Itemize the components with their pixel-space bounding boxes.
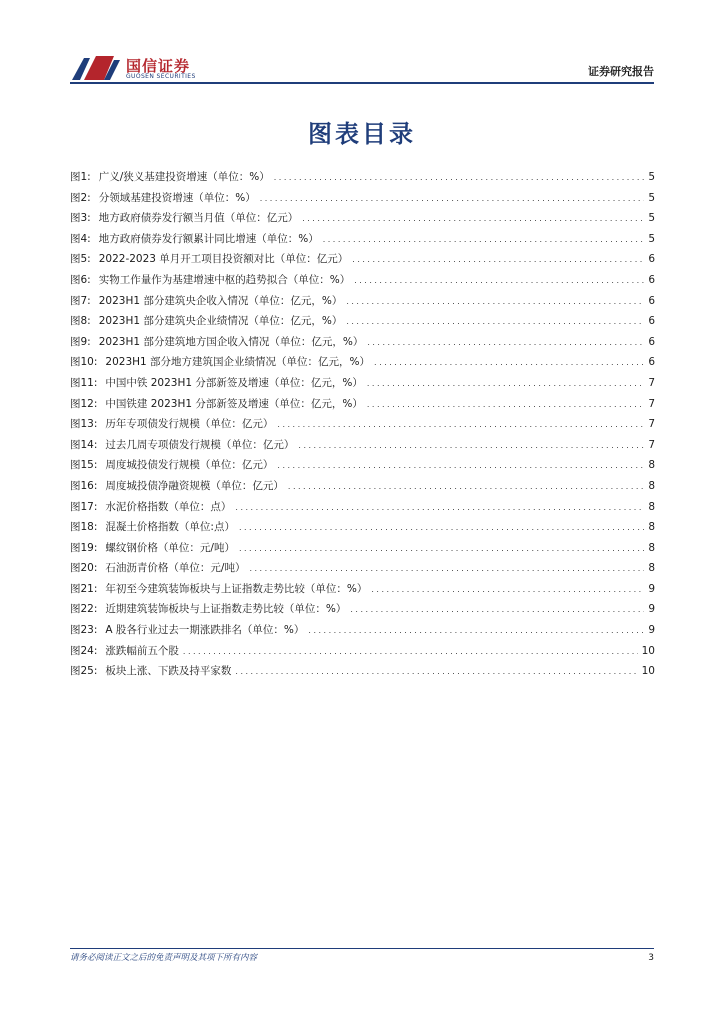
toc-entry-label: 图9: bbox=[70, 335, 91, 348]
toc-entry[interactable] bbox=[70, 416, 655, 437]
toc-entry-title: 周度城投债发行规模（单位：亿元） bbox=[105, 459, 274, 472]
toc-entry-page: 5 bbox=[648, 232, 655, 245]
toc-entry-title: 广义/狭义基建投资增速（单位：%） bbox=[98, 171, 270, 183]
toc-entry[interactable] bbox=[70, 375, 655, 396]
toc-entry-label: 图21: bbox=[70, 582, 98, 595]
toc-entry-title: 过去几周专项债发行规模（单位：亿元） bbox=[105, 438, 295, 451]
toc-entry-page: 8 bbox=[648, 521, 655, 534]
toc-entry[interactable] bbox=[70, 643, 655, 664]
toc-entry-label: 图2: bbox=[70, 191, 91, 204]
toc-dot-leader bbox=[323, 235, 645, 244]
toc-entry-page: 8 bbox=[648, 459, 655, 472]
toc-entry-label: 图17: bbox=[70, 500, 98, 513]
toc-entry[interactable] bbox=[70, 437, 655, 458]
toc-entry-label: 图4: bbox=[70, 232, 91, 245]
toc-entry-page: 7 bbox=[648, 418, 655, 431]
toc-entry-title: 年初至今建筑装饰板块与上证指数走势比较（单位：%） bbox=[105, 582, 368, 595]
toc-entry[interactable] bbox=[70, 560, 655, 581]
toc-entry[interactable] bbox=[70, 169, 655, 190]
page-title: 图表目录 bbox=[308, 120, 416, 148]
toc-entry-label: 图6: bbox=[70, 273, 91, 286]
toc-entry-title: 历年专项债发行规模（单位：亿元） bbox=[105, 418, 274, 431]
report-type-label: 证券研究报告 bbox=[588, 65, 654, 78]
toc-entry-title: 2023H1 部分建筑央企业绩情况（单位：亿元，%） bbox=[98, 315, 343, 328]
toc-dot-leader bbox=[346, 297, 644, 306]
toc-entry-label: 图16: bbox=[70, 479, 98, 492]
toc-dot-leader bbox=[277, 461, 644, 470]
toc-entry[interactable] bbox=[70, 457, 655, 478]
toc-entry-page: 9 bbox=[648, 603, 655, 616]
toc-entry[interactable] bbox=[70, 396, 655, 417]
toc-entry-label: 图20: bbox=[70, 562, 98, 575]
toc-entry-title: 中国铁建 2023H1 分部新签及增速（单位：亿元，%） bbox=[105, 397, 363, 410]
toc-entry[interactable] bbox=[70, 334, 655, 355]
toc-dot-leader bbox=[367, 400, 644, 409]
toc-entry-label: 图8: bbox=[70, 315, 91, 328]
toc-entry[interactable] bbox=[70, 272, 655, 293]
toc-dot-leader bbox=[367, 338, 644, 347]
toc-entry-label: 图15: bbox=[70, 459, 98, 472]
toc-entry-page: 8 bbox=[648, 562, 655, 575]
toc-entry[interactable] bbox=[70, 231, 655, 252]
toc-entry[interactable] bbox=[70, 622, 655, 643]
toc-dot-leader bbox=[183, 647, 638, 656]
toc-entry[interactable] bbox=[70, 313, 655, 334]
toc-entry-label: 图11: bbox=[70, 376, 98, 389]
header-divider bbox=[70, 82, 654, 84]
toc-entry[interactable] bbox=[70, 499, 655, 520]
toc-entry-page: 7 bbox=[648, 376, 655, 389]
toc-dot-leader bbox=[308, 626, 644, 635]
logo-text-en: GUOSEN SECURITIES bbox=[126, 73, 196, 80]
toc-entry-title: 混凝土价格指数（单位:点） bbox=[105, 521, 235, 534]
toc-entry-title: 板块上涨、下跌及持平家数 bbox=[105, 665, 232, 678]
toc-entry-title: 2023H1 部分建筑地方国企收入情况（单位：亿元，%） bbox=[98, 335, 364, 348]
toc-entry-title: 2023H1 部分地方建筑国企业绩情况（单位：亿元，%） bbox=[105, 356, 371, 369]
toc-dot-leader bbox=[277, 420, 644, 429]
toc-entry-title: 地方政府债券发行额当月值（单位：亿元） bbox=[98, 212, 299, 225]
toc-entry-title: 实物工作量作为基建增速中枢的趋势拟合（单位：%） bbox=[98, 273, 351, 286]
toc-entry[interactable] bbox=[70, 581, 655, 602]
toc-entry-title: 水泥价格指数（单位：点） bbox=[105, 500, 232, 513]
toc-entry-page: 10 bbox=[641, 665, 655, 678]
toc-entry-label: 图24: bbox=[70, 644, 98, 657]
toc-entry-page: 7 bbox=[648, 397, 655, 410]
toc-dot-leader bbox=[367, 379, 644, 388]
toc-entry[interactable] bbox=[70, 354, 655, 375]
toc-entry-page: 8 bbox=[648, 479, 655, 492]
toc-entry-title: 石油沥青价格（单位：元/吨） bbox=[105, 562, 246, 575]
toc-entry-label: 图7: bbox=[70, 294, 91, 307]
footer-divider bbox=[70, 948, 654, 949]
toc-entry-page: 5 bbox=[648, 171, 655, 183]
toc-entry-label: 图13: bbox=[70, 418, 98, 431]
figure-list bbox=[70, 169, 655, 684]
page-header bbox=[0, 0, 724, 90]
toc-entry-page: 8 bbox=[648, 500, 655, 513]
toc-entry-title: 近期建筑装饰板块与上证指数走势比较（单位：%） bbox=[105, 603, 347, 616]
toc-entry-page: 5 bbox=[648, 191, 655, 204]
page-number: 3 bbox=[648, 953, 654, 963]
logo-text-cn: 国信证券 bbox=[126, 57, 191, 75]
toc-dot-leader bbox=[302, 214, 644, 223]
toc-dot-leader bbox=[374, 358, 644, 367]
toc-entry-label: 图5: bbox=[70, 253, 91, 266]
toc-entry[interactable] bbox=[70, 210, 655, 231]
toc-entry-title: 2022-2023 单月开工项目投资额对比（单位：亿元） bbox=[98, 253, 349, 266]
toc-entry-page: 6 bbox=[648, 273, 655, 286]
toc-dot-leader bbox=[260, 194, 645, 203]
toc-entry-page: 7 bbox=[648, 438, 655, 451]
guosen-logo-mark-icon bbox=[70, 52, 122, 84]
toc-entry-label: 图25: bbox=[70, 665, 98, 678]
toc-entry-label: 图14: bbox=[70, 438, 98, 451]
toc-entry-page: 6 bbox=[648, 315, 655, 328]
toc-entry-label: 图3: bbox=[70, 212, 91, 225]
toc-entry[interactable] bbox=[70, 601, 655, 622]
toc-entry-page: 5 bbox=[648, 212, 655, 225]
toc-entry-label: 图12: bbox=[70, 397, 98, 410]
toc-entry-page: 10 bbox=[641, 644, 655, 657]
toc-entry-page: 8 bbox=[648, 541, 655, 554]
toc-entry-label: 图23: bbox=[70, 624, 98, 637]
toc-entry-label: 图22: bbox=[70, 603, 98, 616]
toc-entry[interactable] bbox=[70, 663, 655, 684]
toc-entry[interactable] bbox=[70, 478, 655, 499]
toc-entry[interactable] bbox=[70, 190, 655, 211]
toc-entry-page: 6 bbox=[648, 253, 655, 266]
toc-entry-page: 6 bbox=[648, 294, 655, 307]
toc-entry-label: 图19: bbox=[70, 541, 98, 554]
disclaimer-text: 请务必阅读正文之后的免责声明及其项下所有内容 bbox=[70, 953, 258, 963]
toc-entry-page: 9 bbox=[648, 624, 655, 637]
toc-entry[interactable] bbox=[70, 519, 655, 540]
toc-dot-leader bbox=[235, 667, 637, 676]
toc-dot-leader bbox=[239, 523, 644, 532]
toc-dot-leader bbox=[249, 564, 644, 573]
toc-entry-title: 周度城投债净融资规模（单位：亿元） bbox=[105, 479, 284, 492]
toc-dot-leader bbox=[274, 173, 645, 182]
toc-dot-leader bbox=[350, 605, 644, 614]
toc-entry-label: 图10: bbox=[70, 356, 98, 369]
toc-entry-title: 螺纹钢价格（单位：元/吨） bbox=[105, 541, 235, 554]
toc-entry[interactable] bbox=[70, 251, 655, 272]
toc-entry-title: 2023H1 部分建筑央企收入情况（单位：亿元，%） bbox=[98, 294, 343, 307]
toc-entry-page: 6 bbox=[648, 335, 655, 348]
toc-dot-leader bbox=[354, 276, 644, 285]
toc-dot-leader bbox=[352, 255, 644, 264]
toc-entry-label: 图1: bbox=[70, 171, 91, 183]
toc-dot-leader bbox=[371, 585, 644, 594]
toc-entry[interactable] bbox=[70, 293, 655, 314]
toc-entry-label: 图18: bbox=[70, 521, 98, 534]
toc-dot-leader bbox=[288, 482, 644, 491]
toc-entry-page: 9 bbox=[648, 582, 655, 595]
guosen-logo bbox=[70, 52, 210, 84]
toc-entry-title: 地方政府债券发行额累计同比增速（单位：%） bbox=[98, 232, 319, 245]
toc-entry[interactable] bbox=[70, 540, 655, 561]
toc-entry-title: A 股各行业过去一期涨跌排名（单位：%） bbox=[105, 624, 305, 637]
toc-entry-title: 涨跌幅前五个股 bbox=[105, 644, 179, 657]
toc-dot-leader bbox=[346, 317, 644, 326]
toc-dot-leader bbox=[239, 544, 644, 553]
toc-entry-title: 分领域基建投资增速（单位：%） bbox=[98, 191, 256, 204]
toc-entry-title: 中国中铁 2023H1 分部新签及增速（单位：亿元，%） bbox=[105, 376, 363, 389]
toc-dot-leader bbox=[235, 503, 644, 512]
toc-entry-page: 6 bbox=[648, 356, 655, 369]
toc-dot-leader bbox=[298, 441, 644, 450]
